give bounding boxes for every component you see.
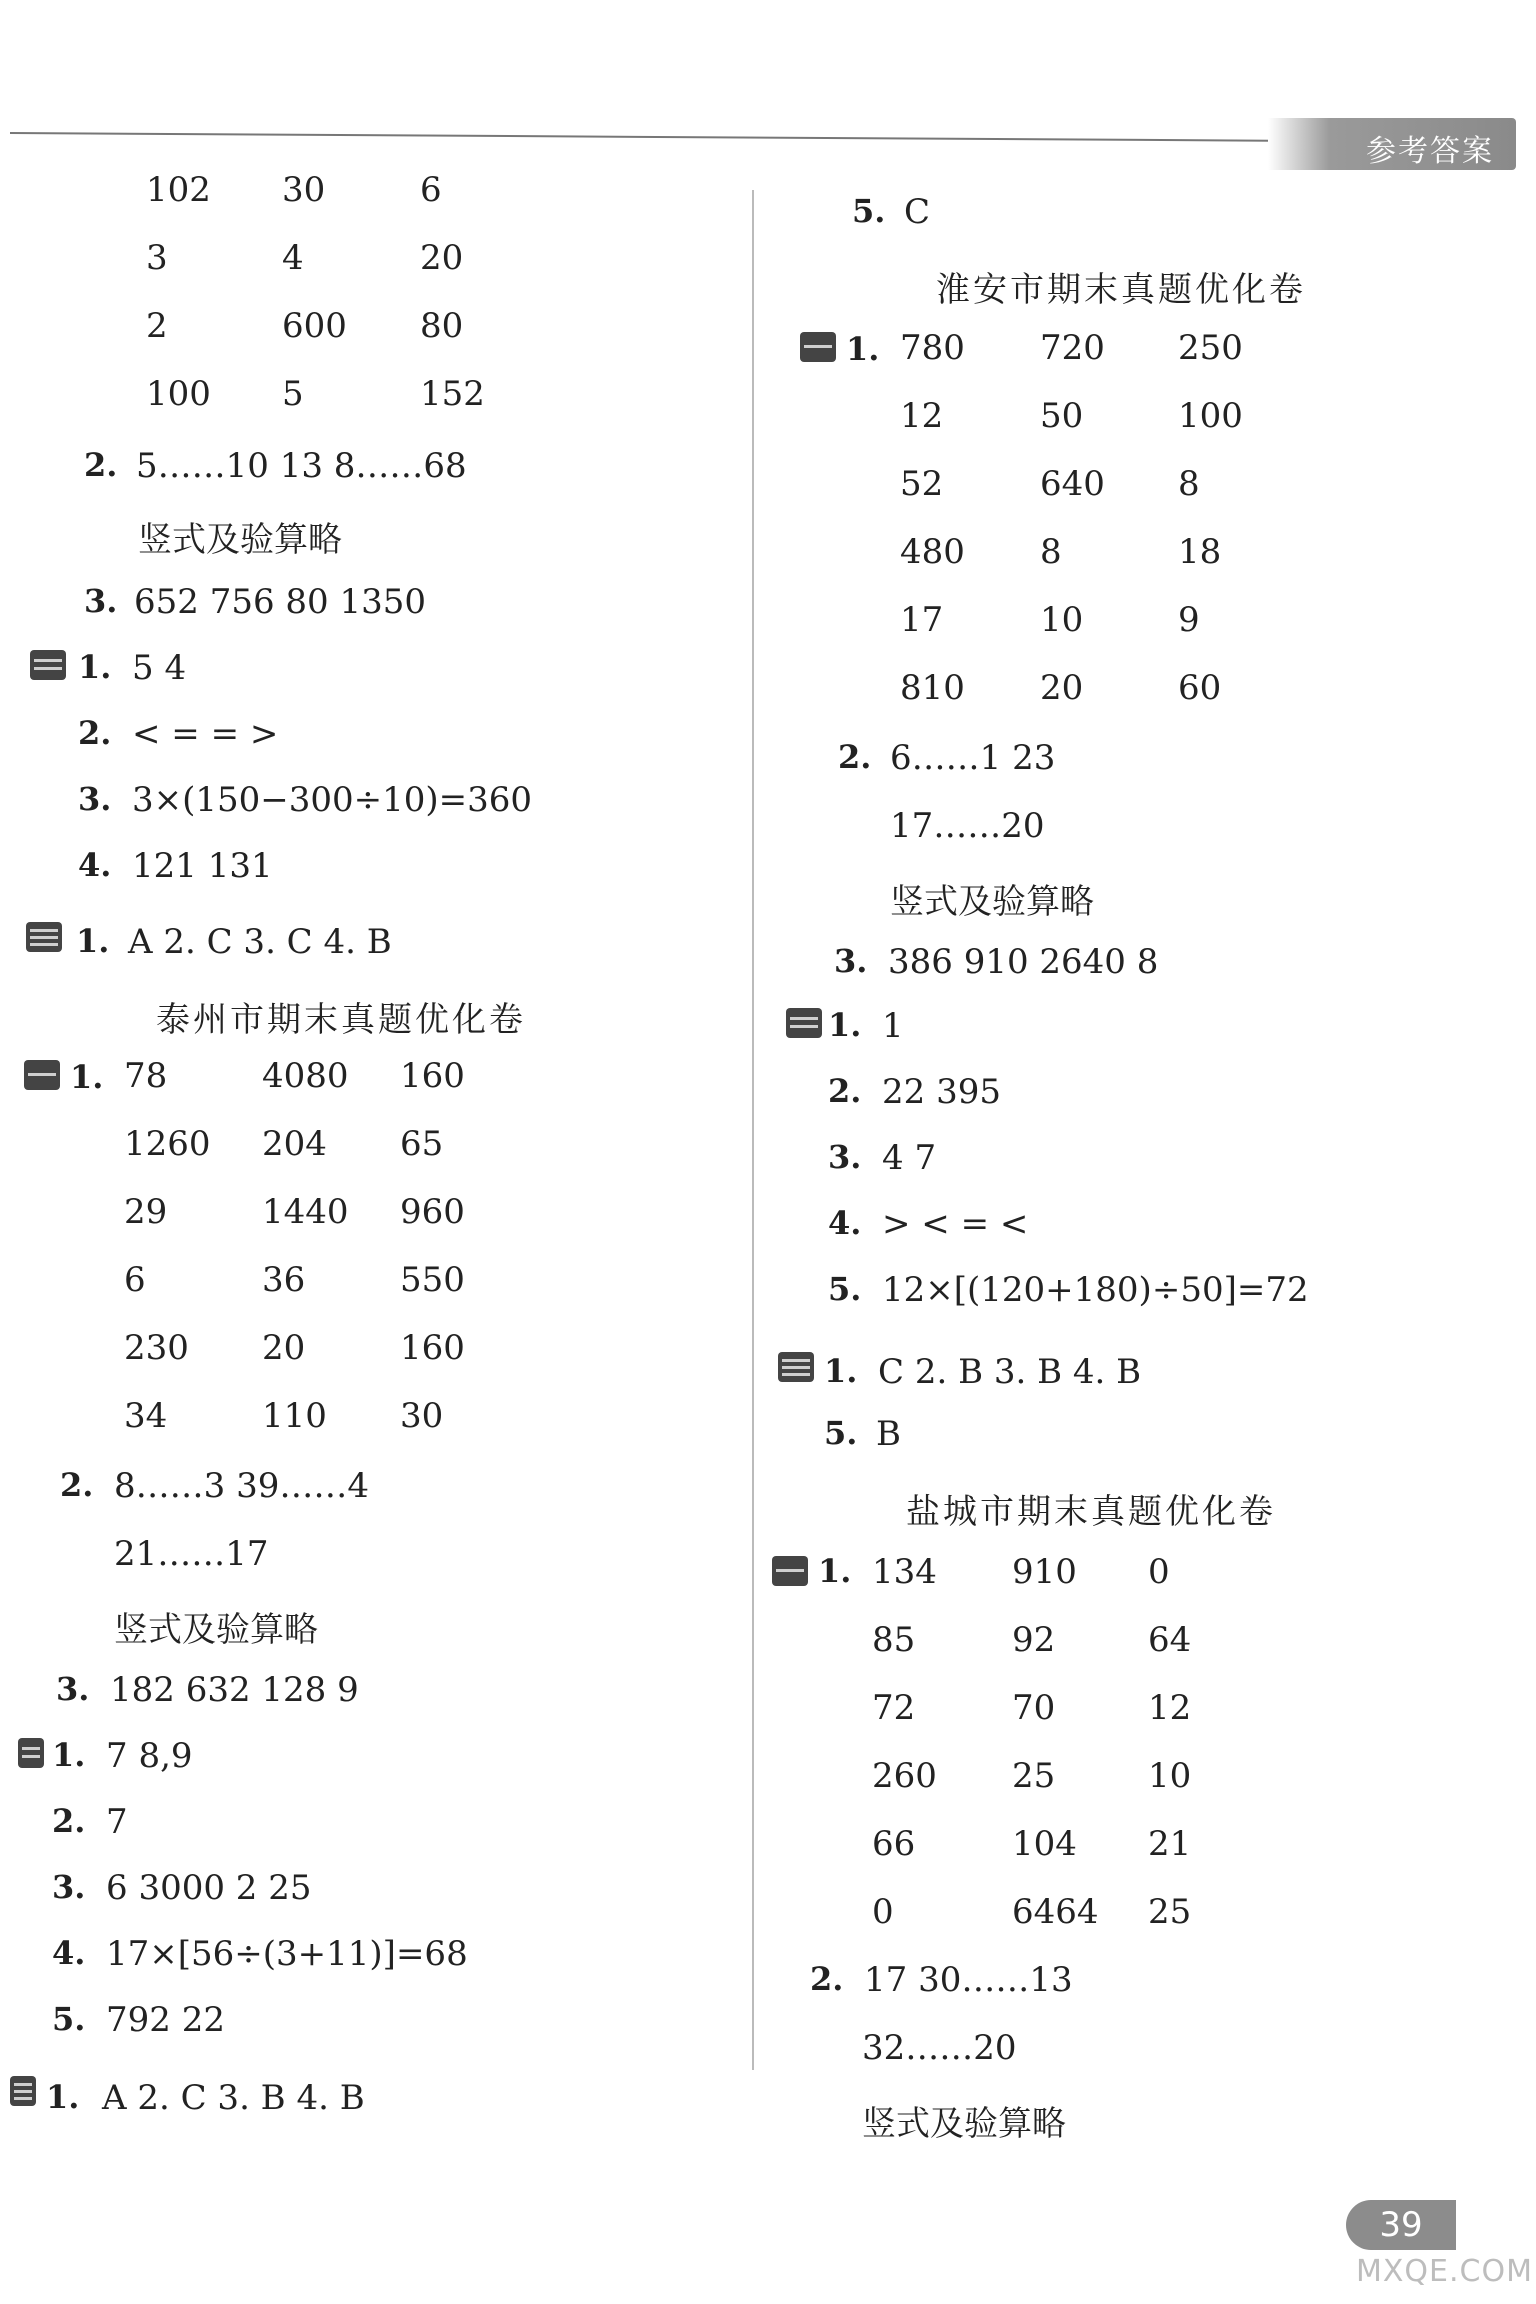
grid-cell: 10 — [1040, 600, 1084, 640]
grid-cell: 70 — [1012, 1688, 1056, 1728]
section-3-icon — [778, 1352, 814, 1382]
question-number: 3. — [834, 942, 868, 980]
answer-text: 7 — [106, 1802, 128, 1842]
section-2-icon — [786, 1008, 822, 1038]
grid-cell: 260 — [872, 1756, 937, 1796]
grid-cell: 30 — [400, 1396, 444, 1436]
answer-text: 7 8,9 — [106, 1736, 193, 1776]
answer-text: 5……10 13 8……68 — [136, 446, 467, 486]
question-number: 3. — [84, 582, 118, 620]
grid-cell: 12 — [1148, 1688, 1192, 1728]
section-1-icon — [24, 1060, 60, 1090]
grid-cell: 6 — [124, 1260, 146, 1300]
question-number: 1. — [828, 1006, 862, 1044]
answer-text: C — [904, 192, 931, 232]
grid-cell: 20 — [1040, 668, 1084, 708]
question-number: 4. — [828, 1204, 862, 1242]
question-number: 2. — [78, 714, 112, 752]
section-title: 泰州市期末真题优化卷 — [156, 1000, 526, 1040]
grid-cell: 21 — [1148, 1824, 1192, 1864]
question-number: 3. — [828, 1138, 862, 1176]
grid-cell: 134 — [872, 1552, 937, 1592]
grid-cell: 92 — [1012, 1620, 1056, 1660]
grid-cell: 780 — [900, 328, 965, 368]
grid-cell: 12 — [900, 396, 944, 436]
answer-text: 6……1 23 — [890, 738, 1056, 778]
grid-cell: 4080 — [262, 1056, 349, 1096]
answer-text: A 2. C 3. C 4. B — [128, 922, 392, 962]
grid-cell: 104 — [1012, 1824, 1077, 1864]
question-number: 3. — [78, 780, 112, 818]
answer-text: 21……17 — [114, 1534, 269, 1574]
grid-cell: 152 — [420, 374, 485, 414]
grid-cell: 8 — [1040, 532, 1062, 572]
answer-text: A 2. C 3. B 4. B — [102, 2078, 365, 2118]
question-number: 1. — [46, 2078, 80, 2116]
section-3-icon — [26, 922, 62, 952]
header-label: 参考答案 — [1366, 134, 1494, 169]
grid-cell: 1440 — [262, 1192, 349, 1232]
grid-cell: 18 — [1178, 532, 1222, 572]
question-number: 1. — [76, 922, 110, 960]
section-title: 盐城市期末真题优化卷 — [906, 1492, 1276, 1532]
section-1-icon — [800, 332, 836, 362]
grid-cell: 80 — [420, 306, 464, 346]
grid-cell: 65 — [400, 1124, 444, 1164]
question-number: 2. — [52, 1802, 86, 1840]
answer-text: 652 756 80 1350 — [134, 582, 427, 622]
grid-cell: 230 — [124, 1328, 189, 1368]
column-divider — [752, 190, 754, 2070]
grid-cell: 34 — [124, 1396, 168, 1436]
section-1-icon — [772, 1556, 808, 1586]
grid-cell: 66 — [872, 1824, 916, 1864]
grid-cell: 600 — [282, 306, 347, 346]
question-number: 3. — [56, 1670, 90, 1708]
question-number: 2. — [84, 446, 118, 484]
question-number: 2. — [60, 1466, 94, 1504]
question-number: 1. — [846, 330, 880, 368]
grid-cell: 20 — [262, 1328, 306, 1368]
answer-text: 5 4 — [132, 648, 187, 688]
question-number: 1. — [52, 1736, 86, 1774]
question-number: 1. — [824, 1352, 858, 1390]
grid-cell: 810 — [900, 668, 965, 708]
answer-text: < = = > — [132, 714, 279, 754]
answer-text: 3×(150−300÷10)=360 — [132, 780, 533, 820]
page-number: 39 — [1346, 2200, 1456, 2250]
question-number: 5. — [852, 192, 886, 230]
grid-cell: 110 — [262, 1396, 327, 1436]
question-number: 1. — [70, 1058, 104, 1096]
grid-cell: 100 — [1178, 396, 1243, 436]
answer-text: 17……20 — [890, 806, 1045, 846]
grid-cell: 20 — [420, 238, 464, 278]
grid-cell: 30 — [282, 170, 326, 210]
grid-cell: 3 — [146, 238, 168, 278]
grid-cell: 640 — [1040, 464, 1105, 504]
grid-cell: 1260 — [124, 1124, 211, 1164]
grid-cell: 0 — [1148, 1552, 1170, 1592]
grid-cell: 550 — [400, 1260, 465, 1300]
grid-cell: 6464 — [1012, 1892, 1099, 1932]
grid-cell: 25 — [1012, 1756, 1056, 1796]
answer-text: 8……3 39……4 — [114, 1466, 369, 1506]
answer-text: 4 7 — [882, 1138, 937, 1178]
answer-text: B — [876, 1414, 901, 1454]
question-number: 2. — [810, 1960, 844, 1998]
grid-cell: 160 — [400, 1056, 465, 1096]
section-2-icon — [18, 1738, 44, 1768]
grid-cell: 160 — [400, 1328, 465, 1368]
grid-cell: 10 — [1148, 1756, 1192, 1796]
answer-text: 17×[56÷(3+11)]=68 — [106, 1934, 468, 1974]
grid-cell: 17 — [900, 600, 944, 640]
grid-cell: 8 — [1178, 464, 1200, 504]
grid-cell: 5 — [282, 374, 304, 414]
answer-text: 1 — [882, 1006, 904, 1046]
answer-text: 17 30……13 — [864, 1960, 1073, 2000]
grid-cell: 480 — [900, 532, 965, 572]
question-number: 5. — [824, 1414, 858, 1452]
grid-cell: 9 — [1178, 600, 1200, 640]
answer-text: 121 131 — [132, 846, 273, 886]
question-number: 1. — [78, 648, 112, 686]
grid-cell: 4 — [282, 238, 304, 278]
grid-cell: 250 — [1178, 328, 1243, 368]
grid-cell: 6 — [420, 170, 442, 210]
section-title: 淮安市期末真题优化卷 — [936, 270, 1306, 310]
grid-cell: 29 — [124, 1192, 168, 1232]
answer-text: 32……20 — [862, 2028, 1017, 2068]
grid-cell: 50 — [1040, 396, 1084, 436]
answer-text: 792 22 — [106, 2000, 225, 2040]
question-number: 5. — [52, 2000, 86, 2038]
question-number: 2. — [838, 738, 872, 776]
grid-cell: 204 — [262, 1124, 327, 1164]
question-number: 3. — [52, 1868, 86, 1906]
grid-cell: 64 — [1148, 1620, 1192, 1660]
grid-cell: 78 — [124, 1056, 168, 1096]
question-number: 2. — [828, 1072, 862, 1110]
grid-cell: 960 — [400, 1192, 465, 1232]
grid-cell: 100 — [146, 374, 211, 414]
answer-text: 386 910 2640 8 — [888, 942, 1159, 982]
question-number: 1. — [818, 1552, 852, 1590]
watermark: MXQE.COM — [1356, 2254, 1533, 2289]
question-number: 5. — [828, 1270, 862, 1308]
answer-text: C 2. B 3. B 4. B — [878, 1352, 1142, 1392]
answer-text: 6 3000 2 25 — [106, 1868, 312, 1908]
grid-cell: 72 — [872, 1688, 916, 1728]
grid-cell: 720 — [1040, 328, 1105, 368]
section-2-icon — [30, 650, 66, 680]
grid-cell: 52 — [900, 464, 944, 504]
answer-note: 竖式及验算略 — [862, 2104, 1066, 2144]
question-number: 4. — [78, 846, 112, 884]
header-tab — [1268, 118, 1516, 170]
grid-cell: 25 — [1148, 1892, 1192, 1932]
grid-cell: 2 — [146, 306, 168, 346]
answer-text: > < = < — [882, 1204, 1029, 1244]
grid-cell: 910 — [1012, 1552, 1077, 1592]
answer-text: 182 632 128 9 — [110, 1670, 359, 1710]
section-3-icon — [10, 2076, 36, 2106]
grid-cell: 36 — [262, 1260, 306, 1300]
grid-cell: 102 — [146, 170, 211, 210]
answer-text: 22 395 — [882, 1072, 1001, 1112]
answer-note: 竖式及验算略 — [138, 520, 342, 560]
header-rule — [10, 132, 1290, 142]
grid-cell: 85 — [872, 1620, 916, 1660]
grid-cell: 60 — [1178, 668, 1222, 708]
answer-text: 12×[(120+180)÷50]=72 — [882, 1270, 1309, 1310]
grid-cell: 0 — [872, 1892, 894, 1932]
answer-note: 竖式及验算略 — [890, 882, 1094, 922]
answer-note: 竖式及验算略 — [114, 1610, 318, 1650]
question-number: 4. — [52, 1934, 86, 1972]
